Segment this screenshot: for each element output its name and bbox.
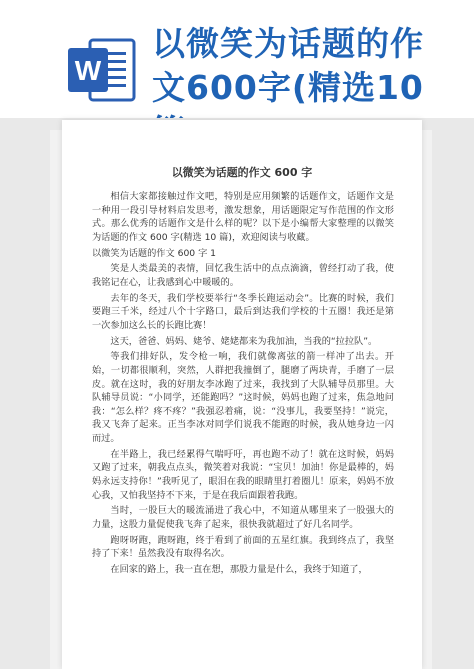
paragraph: 在回家的路上，我一直在想，那股力量是什么，我终于知道了，	[110, 564, 368, 576]
document-page	[62, 120, 422, 669]
banner	[0, 0, 474, 118]
paragraph: 跑呀呀跑，跑呀跑，终于看到了前面的五星红旗。我到终点了，我坚持了下来！虽然我没有取得名次。	[92, 534, 394, 560]
paragraph: 相信大家都接触过作文吧，特别是应用频繁的话题作文，话题作文是一种用一段引导材料启发思考，激发想象，用话题限定写作范围的作文形式。那么优秀的话题作文是什么样的呢？以下是小编帮大家整理的以微笑为话题的作文 600 字(精选 10 篇)，欢迎阅读与收藏。	[92, 191, 394, 243]
paragraph: 这天，爸爸、妈妈、姥爷、姥姥都来为我加油，当我的“拉拉队”。	[110, 335, 378, 347]
paragraph: 在半路上，我已经累得气喘吁吁，再也跑不动了！就在这时候，妈妈又跑了过来，朝我点点头，微笑着对我说：“宝贝！加油！你是最棒的，妈妈永远支持你！”我听见了，眼泪在我的眼睛里打着圈儿！原来，妈妈不放心我，又怕我坚持不下来，于是在我后面跟着我跑。	[92, 448, 394, 501]
document-title: 以微笑为话题的作文 600 字	[171, 166, 313, 179]
section-heading: 以微笑为话题的作文 600 字 1	[92, 247, 217, 259]
banner-title-line1: 以微笑为话题的作	[152, 24, 424, 63]
banner-title-line2: 文600字(精选10	[152, 68, 424, 107]
paragraph: 笑是人类最美的表情，回忆我生活中的点点滴滴，曾经打动了我，使我铭记在心，让我感到心中暖暖的。	[92, 263, 394, 288]
document-body	[92, 190, 394, 579]
paragraph: 当时，一股巨大的暖流涌进了我心中，不知道从哪里来了一股强大的力量，这股力量促使我飞奔了起来，很快我就超过了好几名同学。	[92, 505, 394, 530]
paragraph: 去年的冬天，我们学校要举行“冬季长跑运动会”。比赛的时候，我们要跑三千米，经过八个十字路口，最后到达我们学校的十五圈！我还是第一次参加这么长的长跑比赛！	[92, 292, 394, 331]
word-document-icon	[66, 36, 136, 104]
word-icon-letter: W	[74, 55, 102, 86]
paragraph: 等我们排好队，发令枪一响，我们就像离弦的箭一样冲了出去。开始，一切都很顺利，突然，人群把我撞倒了，腿磨了两块青，手磨了一层皮。就在这时，我的好朋友李冰跑了过来，我找到了大队辅导员那里。大队辅导员说：“小同学，还能跑吗？”这时候，妈妈也跑了过来，焦急地问我：“怎么样？疼不疼？”我强忍着痛，说：“没事儿，我要坚持！”说完，我又飞奔了起来。正当李冰对同学们说我不能跑的时候，我从她身边一闪而过。	[92, 351, 394, 445]
